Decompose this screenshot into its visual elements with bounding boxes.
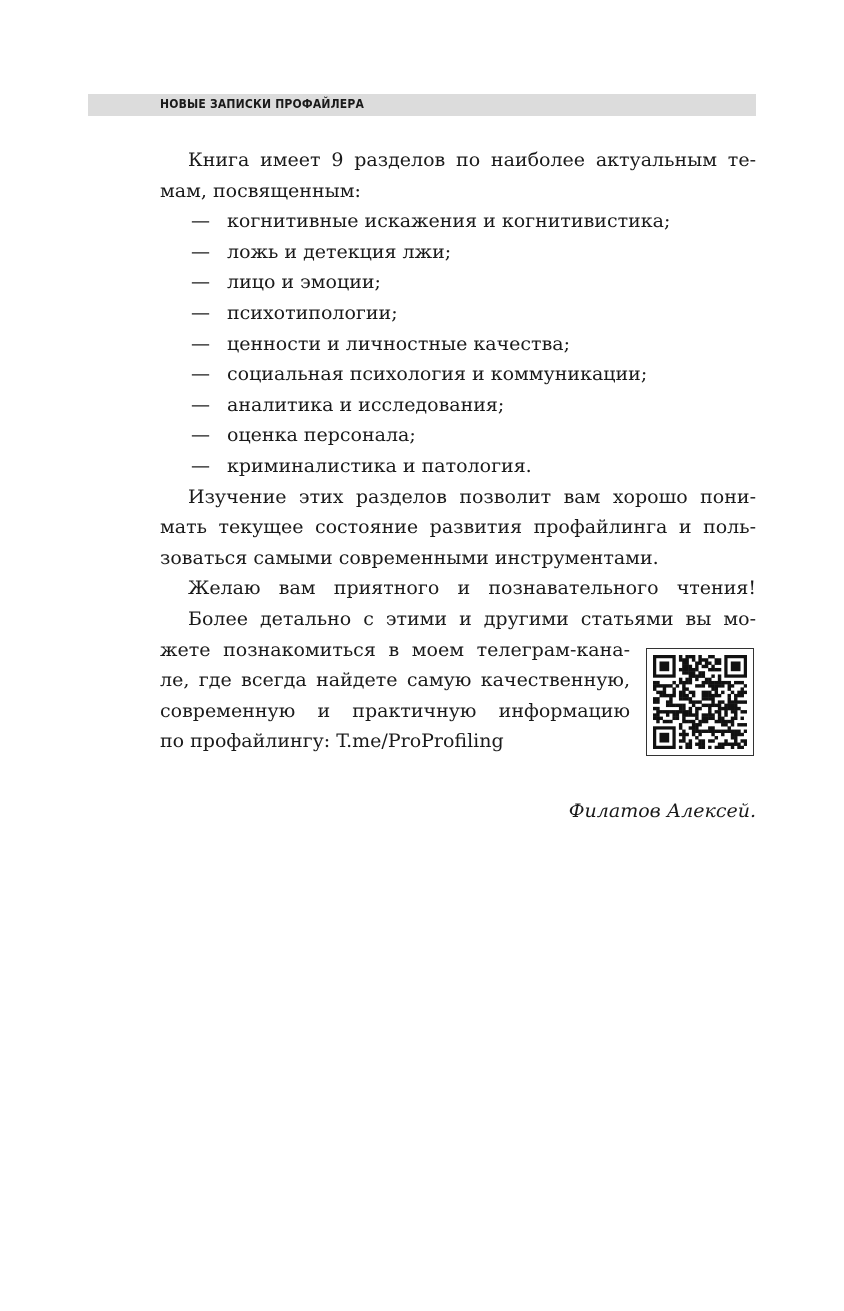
list-item	[160, 329, 756, 360]
paragraph-line: зоваться самыми современными инструментами.	[160, 546, 659, 569]
list-item-text: психотипологии;	[227, 301, 398, 324]
list-marker: —	[191, 332, 210, 355]
list-item-text: когнитивные искажения и когнитивистика;	[227, 210, 671, 233]
list-item	[160, 237, 756, 268]
list-marker: —	[191, 240, 210, 263]
qr-code-icon	[646, 648, 754, 756]
paragraph-line: Желаю вам приятного и познавательного чтения!	[188, 577, 756, 600]
list-item	[160, 298, 756, 329]
qr-code-graphic	[653, 655, 747, 749]
list-item-text: лицо и эмоции;	[227, 271, 381, 294]
list-item-text: оценка персонала;	[227, 424, 416, 447]
intro-line: Книга имеет 9 разделов по наиболее актуальным те-	[188, 149, 756, 171]
list-marker: —	[191, 424, 210, 447]
list-item	[160, 451, 756, 482]
list-marker: —	[191, 301, 210, 324]
list-item-text: аналитика и исследования;	[227, 393, 505, 416]
paragraph-line: Изучение этих разделов позволит вам хорошо пони-	[188, 485, 756, 508]
list-item-text: ценности и личностные качества;	[227, 332, 570, 355]
list-marker: —	[191, 271, 210, 294]
list-item-text: социальная психология и коммуникации;	[227, 363, 648, 386]
list-marker: —	[191, 393, 210, 416]
list-item-text: ложь и детекция лжи;	[227, 240, 452, 263]
list-item	[160, 206, 756, 237]
topic-list	[160, 206, 756, 481]
running-header	[88, 94, 756, 116]
paragraph-line: Более детально с этими и другими статьями вы мо-	[188, 607, 756, 630]
paragraph-line: мать текущее состояние развития профайлинга и поль-	[160, 516, 756, 539]
list-item-text: криминалистика и патология.	[227, 454, 532, 477]
list-marker: —	[191, 454, 210, 477]
list-marker: —	[191, 210, 210, 233]
paragraph-line: по профайлингу: T.me/ProProfiling	[160, 730, 504, 753]
paragraph-line: жете познакомиться в моем телеграм-кана-	[160, 638, 630, 661]
paragraph-line: современную и практичную информацию	[160, 699, 630, 722]
intro-line: мам, посвященным:	[160, 179, 361, 202]
list-item	[160, 420, 756, 451]
list-item	[160, 267, 756, 298]
list-marker: —	[191, 363, 210, 386]
running-header-title: НОВЫЕ ЗАПИСКИ ПРОФАЙЛЕРА	[160, 97, 365, 111]
list-item	[160, 359, 756, 390]
author-signature: Филатов Алексей.	[568, 800, 756, 822]
list-item	[160, 390, 756, 421]
paragraph-line: ле, где всегда найдете самую качественную,	[160, 669, 630, 692]
